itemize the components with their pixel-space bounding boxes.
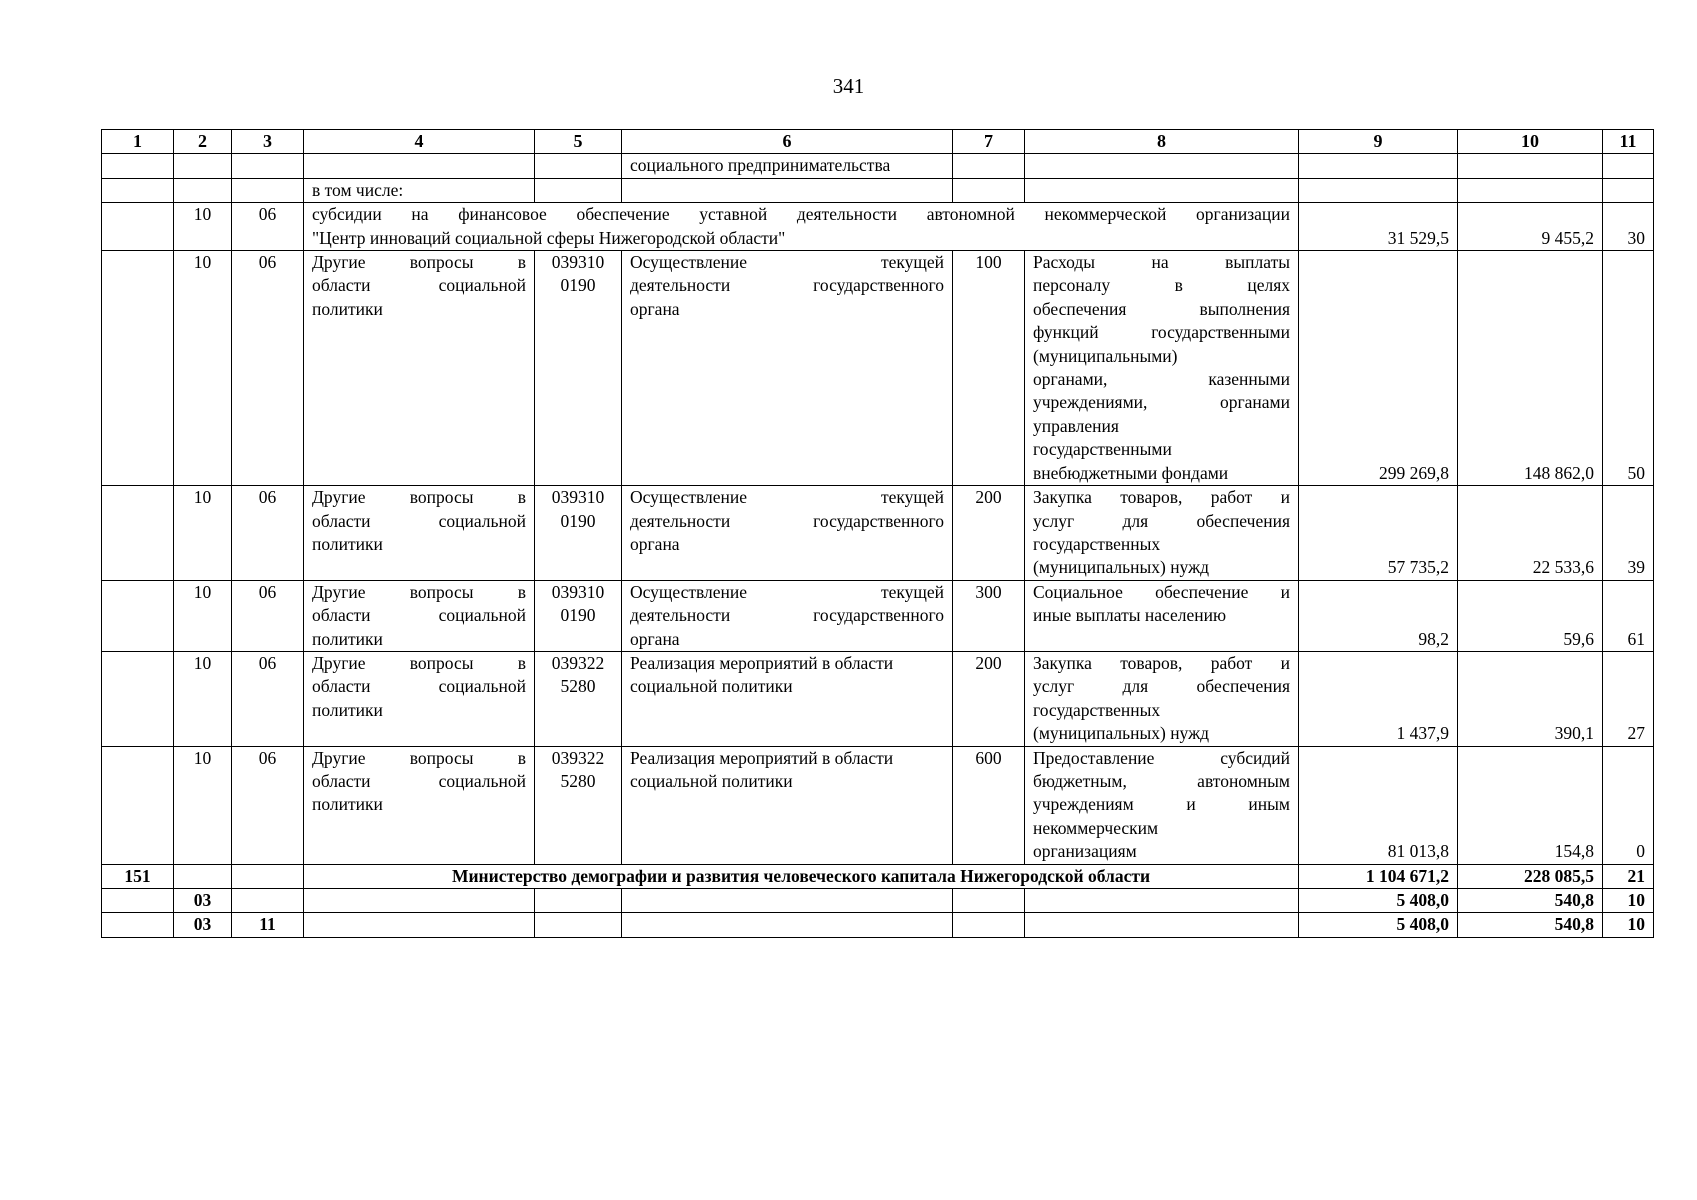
column-header: 1 (102, 130, 174, 154)
section-code: 10 (174, 746, 232, 864)
page-number: 341 (832, 74, 865, 98)
subsection-name (304, 746, 535, 864)
text-line: (муниципальных) нужд (1033, 557, 1210, 578)
section-code: 10 (174, 486, 232, 581)
target-article-code (535, 580, 622, 651)
subsection-code: 06 (232, 580, 304, 651)
text-line: Осуществление текущей (630, 487, 944, 508)
percent-executed: 50 (1603, 251, 1654, 486)
subsection-code: 06 (232, 251, 304, 486)
table-row (102, 746, 1654, 864)
expense-type-name (1025, 651, 1299, 746)
subsidy-description (304, 203, 1299, 251)
column-header: 6 (622, 130, 953, 154)
amount-executed: 9 455,2 (1458, 203, 1603, 251)
section-code: 03 (174, 913, 232, 937)
table-row (102, 580, 1654, 651)
table-row (102, 864, 1654, 888)
text-line: субсидии на финансовое обеспечение уставной деятельности автономной некоммерческой организации (312, 204, 1290, 225)
expense-type-name (1025, 486, 1299, 581)
text-line: органа (630, 298, 680, 319)
subsection-code: 06 (232, 203, 304, 251)
expense-type-code: 300 (953, 580, 1025, 651)
text-line: области социальной (312, 275, 526, 296)
amount-executed: 228 085,5 (1458, 864, 1603, 888)
text-line: учреждениями, органами (1033, 392, 1290, 413)
text-line: Другие вопросы в (312, 252, 526, 273)
subsection-code: 06 (232, 486, 304, 581)
text-line: Закупка товаров, работ и (1033, 652, 1290, 673)
subsection-code: 06 (232, 746, 304, 864)
section-code: 10 (174, 203, 232, 251)
table-row (102, 889, 1654, 913)
percent-executed: 30 (1603, 203, 1654, 251)
percent-executed: 10 (1603, 889, 1654, 913)
table-row (102, 251, 1654, 486)
text-line: политики (312, 794, 383, 815)
expense-type-name (1025, 580, 1299, 651)
target-article-code (535, 651, 622, 746)
text-line: Осуществление текущей (630, 581, 944, 602)
text-line: Другие вопросы в (312, 652, 526, 673)
text-line: государственных (1033, 699, 1161, 720)
text-line: услуг для обеспечения (1033, 510, 1290, 531)
amount-planned: 5 408,0 (1299, 913, 1458, 937)
department-code: 151 (102, 864, 174, 888)
expense-type-code: 200 (953, 651, 1025, 746)
percent-executed: 39 (1603, 486, 1654, 581)
target-article-code (535, 746, 622, 864)
amount-planned: 1 104 671,2 (1299, 864, 1458, 888)
table-row (102, 154, 1654, 178)
text-line: Другие вопросы в (312, 487, 526, 508)
table-row (102, 203, 1654, 251)
text-line: Реализация мероприятий в области (630, 747, 894, 768)
table-row (102, 913, 1654, 937)
column-header: 9 (1299, 130, 1458, 154)
subsection-code: 06 (232, 651, 304, 746)
text-line: органа (630, 628, 680, 649)
amount-executed: 540,8 (1458, 913, 1603, 937)
column-header: 11 (1603, 130, 1654, 154)
text-line: социальной политики (630, 770, 793, 791)
amount-executed: 154,8 (1458, 746, 1603, 864)
target-article-code (535, 486, 622, 581)
text-line: области социальной (312, 605, 526, 626)
text-line: деятельности государственного (630, 275, 944, 296)
target-article-name (622, 651, 953, 746)
amount-executed: 22 533,6 (1458, 486, 1603, 581)
percent-executed: 10 (1603, 913, 1654, 937)
text-line: Предоставление субсидий (1033, 747, 1290, 768)
expense-type-name (1025, 251, 1299, 486)
code-part: 5280 (560, 770, 596, 791)
text-line: политики (312, 699, 383, 720)
section-label: в том числе: (304, 178, 535, 202)
subsection-code: 11 (232, 913, 304, 937)
percent-executed: 61 (1603, 580, 1654, 651)
table-row (102, 486, 1654, 581)
budget-table (101, 129, 1654, 938)
expense-type-name (1025, 746, 1299, 864)
text-line: государственных (1033, 533, 1161, 554)
code-part: 5280 (560, 676, 596, 697)
text-line: некоммерческим (1033, 817, 1159, 838)
subsection-name (304, 486, 535, 581)
table-row (102, 651, 1654, 746)
code-part: 039322 (551, 747, 605, 768)
code-part: 0190 (560, 510, 596, 531)
subsection-name (304, 251, 535, 486)
expense-type-code: 600 (953, 746, 1025, 864)
text-line: иные выплаты населению (1033, 605, 1227, 626)
column-header: 5 (535, 130, 622, 154)
table-header-row (102, 130, 1654, 154)
amount-planned: 98,2 (1299, 580, 1458, 651)
amount-executed: 59,6 (1458, 580, 1603, 651)
text-line: деятельности государственного (630, 510, 944, 531)
text-line: органа (630, 533, 680, 554)
text-line: "Центр инноваций социальной сферы Нижегородской области" (312, 227, 786, 248)
text-line: Осуществление текущей (630, 252, 944, 273)
department-name: Министерство демографии и развития человеческого капитала Нижегородской области (304, 864, 1299, 888)
target-article-name (622, 746, 953, 864)
column-header: 3 (232, 130, 304, 154)
code-part: 039310 (551, 581, 605, 602)
code-part: 0190 (560, 605, 596, 626)
text-line: политики (312, 628, 383, 649)
text-line: деятельности государственного (630, 605, 944, 626)
text-line: социальной политики (630, 676, 793, 697)
text-line: Социальное обеспечение и (1033, 581, 1290, 602)
column-header: 10 (1458, 130, 1603, 154)
text-line: функций государственными (1033, 322, 1290, 343)
text-line: Закупка товаров, работ и (1033, 487, 1290, 508)
text-line: персоналу в целях (1033, 275, 1290, 296)
text-line: области социальной (312, 510, 526, 531)
column-header: 7 (953, 130, 1025, 154)
column-header: 8 (1025, 130, 1299, 154)
percent-executed: 0 (1603, 746, 1654, 864)
text-line: Расходы на выплаты (1033, 252, 1290, 273)
text-line: области социальной (312, 770, 526, 791)
amount-planned: 57 735,2 (1299, 486, 1458, 581)
text-line: политики (312, 298, 383, 319)
text-line: управления (1033, 415, 1119, 436)
text-line: услуг для обеспечения (1033, 676, 1290, 697)
code-part: 039322 (551, 652, 605, 673)
percent-executed: 21 (1603, 864, 1654, 888)
text-line: Другие вопросы в (312, 747, 526, 768)
amount-executed: 390,1 (1458, 651, 1603, 746)
text-line: внебюджетными фондами (1033, 462, 1229, 483)
amount-planned: 1 437,9 (1299, 651, 1458, 746)
amount-planned: 81 013,8 (1299, 746, 1458, 864)
code-part: 0190 (560, 275, 596, 296)
subsection-name (304, 580, 535, 651)
text-line: организациям (1033, 841, 1137, 862)
code-part: 039310 (551, 252, 605, 273)
section-code: 10 (174, 251, 232, 486)
percent-executed: 27 (1603, 651, 1654, 746)
code-part: 039310 (551, 487, 605, 508)
target-article-name (622, 580, 953, 651)
subsection-name (304, 651, 535, 746)
text-line: Другие вопросы в (312, 581, 526, 602)
amount-executed: 148 862,0 (1458, 251, 1603, 486)
table-row (102, 178, 1654, 202)
text-line: бюджетным, автономным (1033, 770, 1290, 791)
text-line: (муниципальных) нужд (1033, 723, 1210, 744)
text-line: органами, казенными (1033, 369, 1290, 390)
section-code: 10 (174, 580, 232, 651)
text-line: (муниципальными) (1033, 345, 1178, 366)
target-article-code (535, 251, 622, 486)
text-line: Реализация мероприятий в области (630, 652, 894, 673)
text-line: политики (312, 533, 383, 554)
text-line: государственными (1033, 439, 1172, 460)
section-code: 03 (174, 889, 232, 913)
text-line: области социальной (312, 676, 526, 697)
expense-type-code: 100 (953, 251, 1025, 486)
amount-planned: 31 529,5 (1299, 203, 1458, 251)
expense-type-code: 200 (953, 486, 1025, 581)
column-header: 4 (304, 130, 535, 154)
amount-executed: 540,8 (1458, 889, 1603, 913)
text-line: учреждениям и иным (1033, 794, 1290, 815)
target-article: социального предпринимательства (622, 154, 953, 178)
amount-planned: 299 269,8 (1299, 251, 1458, 486)
target-article-name (622, 486, 953, 581)
column-header: 2 (174, 130, 232, 154)
section-code: 10 (174, 651, 232, 746)
amount-planned: 5 408,0 (1299, 889, 1458, 913)
target-article-name (622, 251, 953, 486)
text-line: обеспечения выполнения (1033, 298, 1290, 319)
